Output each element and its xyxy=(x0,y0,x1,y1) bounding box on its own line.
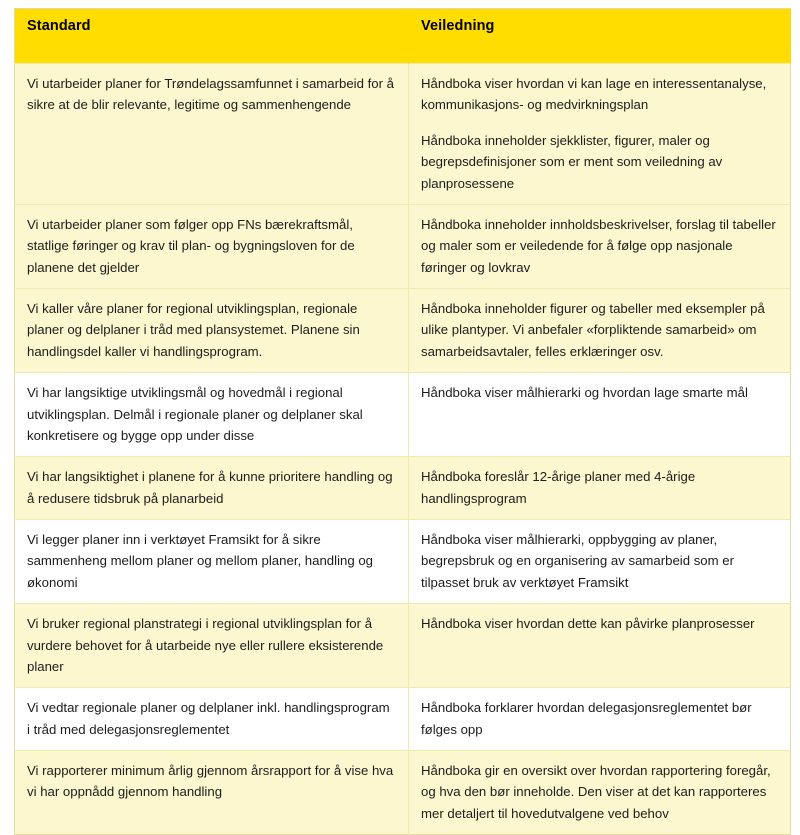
standard-text: Vi har langsiktige utviklingsmål og hovedmål i regional utviklingsplan. Delmål i regionale planer og delplaner skal konkretisere og bygge opp under disse xyxy=(27,385,363,443)
table-row xyxy=(15,688,791,751)
table-row xyxy=(15,520,791,604)
cell-veiledning xyxy=(409,520,791,604)
cell-veiledning xyxy=(409,64,791,205)
cell-veiledning xyxy=(409,604,791,688)
cell-standard xyxy=(15,751,409,835)
column-header-veiledning: Veiledning xyxy=(409,9,791,64)
cell-veiledning xyxy=(409,373,791,457)
veiledning-paragraph: Håndboka foreslår 12-årige planer med 4-årige handlingsprogram xyxy=(421,469,696,506)
standard-text: Vi vedtar regionale planer og delplaner inkl. handlingsprogram i tråd med delegasjonsreglementet xyxy=(27,700,390,737)
table-header-row xyxy=(15,9,791,64)
table-row xyxy=(15,289,791,373)
column-header-standard: Standard xyxy=(15,9,409,64)
veiledning-paragraph: Håndboka viser hvordan dette kan påvirke planprosesser xyxy=(421,616,755,632)
cell-veiledning xyxy=(409,688,791,751)
veiledning-paragraph: Håndboka viser målhierarki og hvordan lage smarte mål xyxy=(421,385,748,401)
table-row xyxy=(15,457,791,520)
cell-veiledning xyxy=(409,457,791,520)
standard-text: Vi utarbeider planer som følger opp FNs bærekraftsmål, statlige føringer og krav til plan- og bygningsloven for de planene det gjelder xyxy=(27,216,355,275)
veiledning-paragraph: Håndboka viser målhierarki, oppbygging av planer, begrepsbruk og en organisering av samarbeid som er tilpasset bruk av verktøyet Framsikt xyxy=(421,532,735,590)
table-row xyxy=(15,604,791,688)
cell-standard xyxy=(15,204,409,288)
cell-veiledning xyxy=(409,289,791,373)
standard-veiledning-table xyxy=(14,8,791,835)
table-header xyxy=(15,9,791,64)
standard-text: Vi legger planer inn i verktøyet Framsikt for å sikre sammenheng mellom planer og mellom planer, handling og økonomi xyxy=(27,532,374,590)
veiledning-paragraph: Håndboka forklarer hvordan delegasjonsreglementet bør følges opp xyxy=(421,700,752,737)
cell-veiledning xyxy=(409,751,791,835)
veiledning-paragraph: Håndboka gir en oversikt over hvordan rapportering foregår, og hva den bør inneholde. Den viser at det kan rapporteres mer detaljert til hovedutvalgene ved behov xyxy=(421,763,771,821)
cell-veiledning xyxy=(409,204,791,288)
standard-text: Vi utarbeider planer for Trøndelagssamfunnet i samarbeid for å sikre at de blir relevante, legitime og sammenhengende xyxy=(27,76,395,113)
cell-standard xyxy=(15,373,409,457)
veiledning-paragraph: Håndboka inneholder figurer og tabeller med eksempler på ulike plantyper. Vi anbefaler «forpliktende samarbeid» om samarbeidsavtaler, felles erklæringer osv. xyxy=(421,301,765,359)
table-row xyxy=(15,751,791,835)
cell-standard xyxy=(15,604,409,688)
standard-text: Vi bruker regional planstrategi i regional utviklingsplan for å vurdere behovet for å utarbeide nye eller rullere eksisterende planer xyxy=(27,616,384,674)
table-body xyxy=(15,64,791,835)
table-row xyxy=(15,64,791,205)
table-row xyxy=(15,373,791,457)
standard-text: Vi rapporterer minimum årlig gjennom årsrapport for å vise hva vi har oppnådd gjennom handling xyxy=(27,763,394,800)
cell-standard xyxy=(15,457,409,520)
cell-standard xyxy=(15,688,409,751)
veiledning-paragraph: Håndboka viser hvordan vi kan lage en interessentanalyse, kommunikasjons- og medvirkningsplan xyxy=(421,76,767,113)
standard-text: Vi kaller våre planer for regional utviklingsplan, regionale planer og delplaner i tråd med plansystemet. Planene sin handlingsdel kaller vi handlingsprogram. xyxy=(27,301,360,359)
standard-text: Vi har langsiktighet i planene for å kunne prioritere handling og å redusere tidsbruk på planarbeid xyxy=(27,469,393,506)
veiledning-paragraph: Håndboka inneholder sjekklister, figurer, maler og begrepsdefinisjoner som er ment som veiledning av planprosessene xyxy=(421,132,723,191)
cell-standard xyxy=(15,289,409,373)
cell-standard xyxy=(15,520,409,604)
table-row xyxy=(15,204,791,288)
veiledning-paragraph: Håndboka inneholder innholdsbeskrivelser, forslag til tabeller og maler som er veiledende for å følge opp nasjonale føringer og lovkrav xyxy=(421,216,776,275)
cell-standard xyxy=(15,64,409,205)
